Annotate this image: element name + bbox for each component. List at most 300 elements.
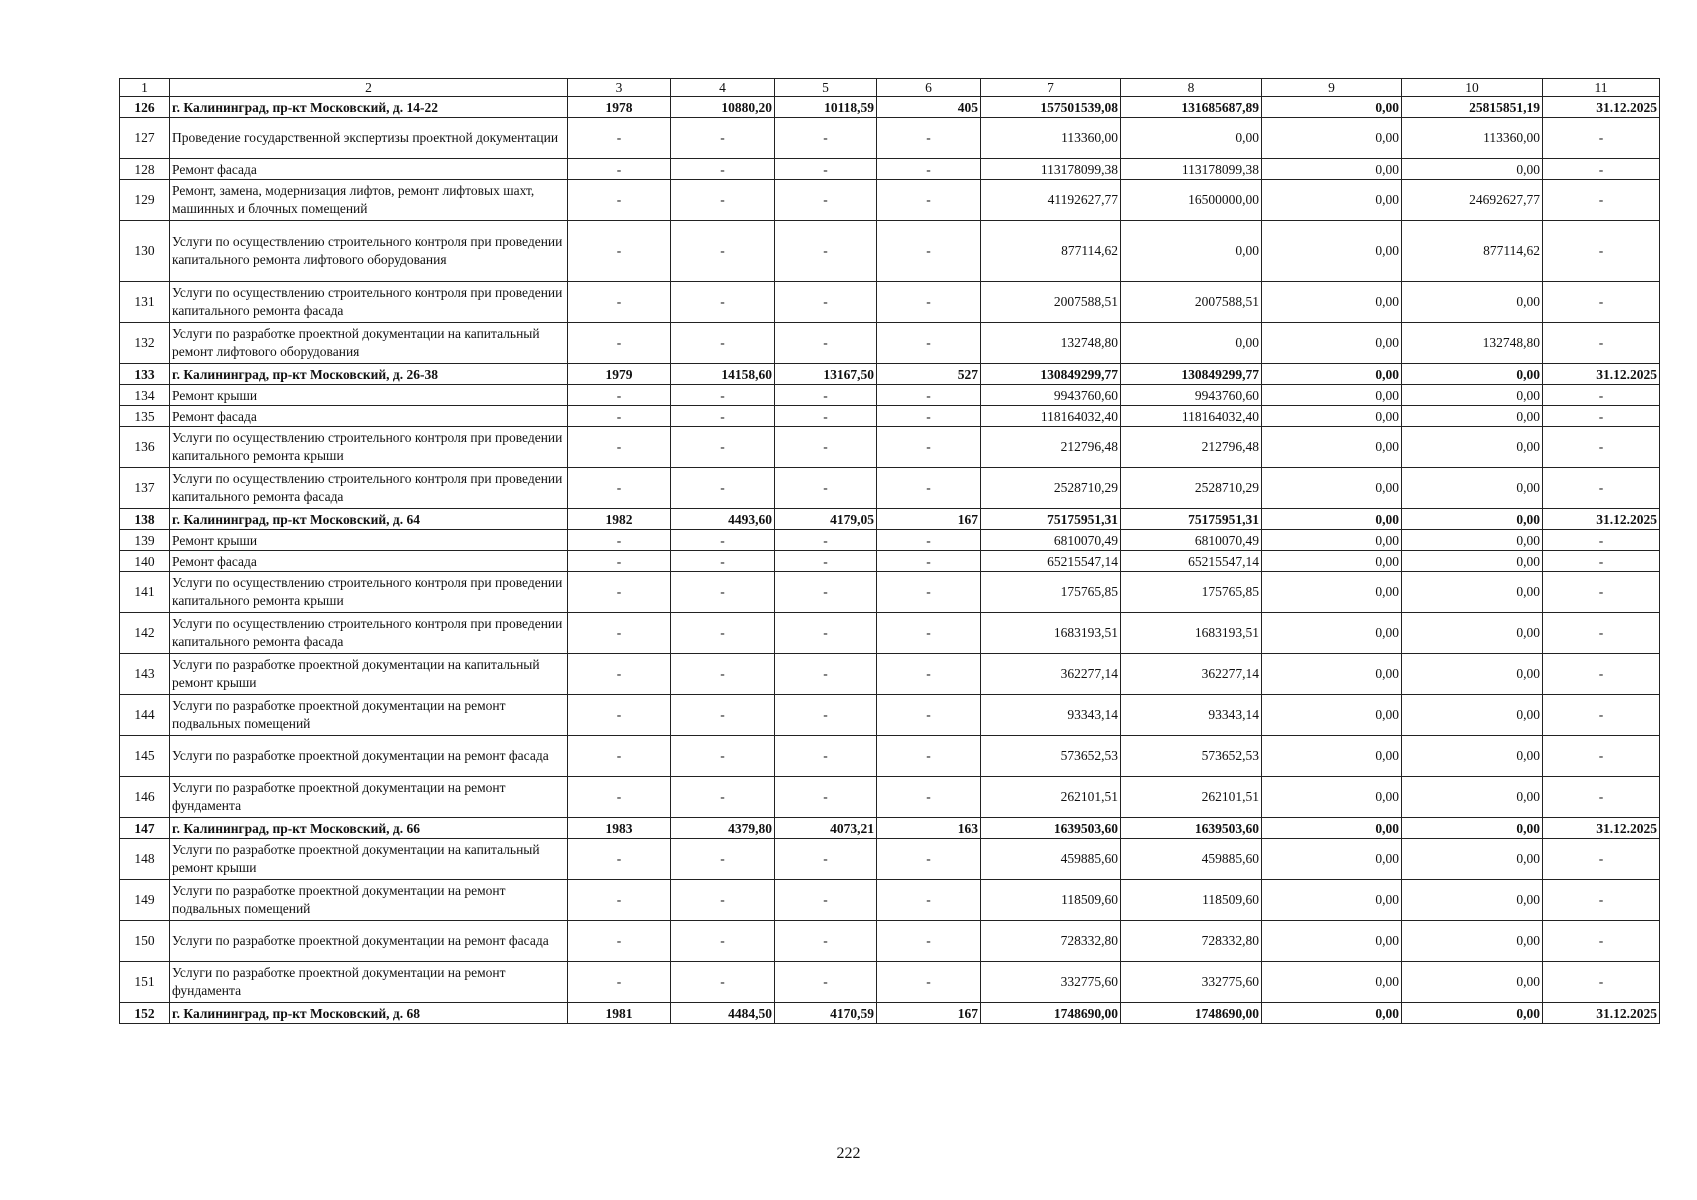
value-cell: 0,00	[1402, 921, 1543, 962]
column-number-cell: 5	[775, 79, 877, 97]
description-cell: Услуги по разработке проектной документации на ремонт подвальных помещений	[170, 880, 568, 921]
value-cell: 0,00	[1402, 818, 1543, 839]
value-cell: 0,00	[1262, 118, 1402, 159]
value-cell: 0,00	[1262, 468, 1402, 509]
description-cell: Ремонт фасада	[170, 406, 568, 427]
value-cell: 0,00	[1262, 406, 1402, 427]
row-number-cell: 150	[120, 921, 170, 962]
value-cell: -	[877, 839, 981, 880]
value-cell: 0,00	[1262, 221, 1402, 282]
row-number-cell: 145	[120, 736, 170, 777]
value-cell: 0,00	[1402, 736, 1543, 777]
value-cell: -	[1543, 530, 1660, 551]
value-cell: -	[671, 282, 775, 323]
value-cell: 75175951,31	[1121, 509, 1262, 530]
value-cell: -	[877, 427, 981, 468]
address-row	[120, 818, 1660, 839]
value-cell: -	[1543, 323, 1660, 364]
value-cell: -	[775, 406, 877, 427]
value-cell: 0,00	[1262, 572, 1402, 613]
value-cell: -	[671, 921, 775, 962]
row-number-cell: 139	[120, 530, 170, 551]
value-cell: -	[775, 118, 877, 159]
value-cell: -	[568, 323, 671, 364]
value-cell: -	[671, 323, 775, 364]
value-cell: 167	[877, 1003, 981, 1024]
value-cell: 2007588,51	[1121, 282, 1262, 323]
value-cell: -	[877, 736, 981, 777]
value-cell: 1639503,60	[1121, 818, 1262, 839]
value-cell: -	[877, 613, 981, 654]
value-cell: 113360,00	[1402, 118, 1543, 159]
value-cell: -	[775, 695, 877, 736]
value-cell: -	[1543, 551, 1660, 572]
description-cell: Услуги по разработке проектной документации на ремонт фундамента	[170, 962, 568, 1003]
value-cell: -	[671, 880, 775, 921]
value-cell: 93343,14	[1121, 695, 1262, 736]
value-cell: 31.12.2025	[1543, 818, 1660, 839]
value-cell: -	[568, 530, 671, 551]
row-number-cell: 147	[120, 818, 170, 839]
value-cell: 167	[877, 509, 981, 530]
value-cell: 31.12.2025	[1543, 1003, 1660, 1024]
value-cell: 0,00	[1262, 180, 1402, 221]
value-cell: 0,00	[1402, 159, 1543, 180]
value-cell: 1978	[568, 97, 671, 118]
value-cell: 1983	[568, 818, 671, 839]
work-item-row	[120, 613, 1660, 654]
value-cell: -	[568, 572, 671, 613]
value-cell: 0,00	[1262, 880, 1402, 921]
row-number-cell: 148	[120, 839, 170, 880]
value-cell: 0,00	[1402, 282, 1543, 323]
description-cell: г. Калининград, пр-кт Московский, д. 66	[170, 818, 568, 839]
work-item-row	[120, 282, 1660, 323]
work-item-row	[120, 880, 1660, 921]
value-cell: 1748690,00	[981, 1003, 1121, 1024]
value-cell: -	[775, 159, 877, 180]
value-cell: 2528710,29	[981, 468, 1121, 509]
row-number-cell: 133	[120, 364, 170, 385]
value-cell: 4484,50	[671, 1003, 775, 1024]
row-number-cell: 152	[120, 1003, 170, 1024]
value-cell: -	[671, 118, 775, 159]
work-item-row	[120, 572, 1660, 613]
value-cell: -	[568, 385, 671, 406]
value-cell: 113178099,38	[1121, 159, 1262, 180]
value-cell: -	[568, 736, 671, 777]
value-cell: -	[775, 530, 877, 551]
table-body	[120, 79, 1660, 1024]
value-cell: 0,00	[1262, 427, 1402, 468]
value-cell: -	[1543, 736, 1660, 777]
work-item-row	[120, 736, 1660, 777]
address-row	[120, 97, 1660, 118]
value-cell: 0,00	[1262, 1003, 1402, 1024]
value-cell: 877114,62	[1402, 221, 1543, 282]
value-cell: -	[568, 695, 671, 736]
description-cell: Услуги по разработке проектной документации на ремонт фасада	[170, 921, 568, 962]
value-cell: -	[568, 427, 671, 468]
row-number-cell: 137	[120, 468, 170, 509]
work-item-row	[120, 427, 1660, 468]
value-cell: -	[1543, 962, 1660, 1003]
value-cell: 0,00	[1262, 613, 1402, 654]
value-cell: 175765,85	[981, 572, 1121, 613]
value-cell: -	[671, 962, 775, 1003]
value-cell: 212796,48	[981, 427, 1121, 468]
value-cell: 93343,14	[981, 695, 1121, 736]
value-cell: -	[877, 282, 981, 323]
value-cell: 1748690,00	[1121, 1003, 1262, 1024]
row-number-cell: 131	[120, 282, 170, 323]
value-cell: 31.12.2025	[1543, 509, 1660, 530]
value-cell: 157501539,08	[981, 97, 1121, 118]
value-cell: -	[1543, 118, 1660, 159]
value-cell: 0,00	[1262, 159, 1402, 180]
value-cell: -	[775, 613, 877, 654]
value-cell: -	[775, 323, 877, 364]
value-cell: 131685687,89	[1121, 97, 1262, 118]
work-item-row	[120, 118, 1660, 159]
row-number-cell: 138	[120, 509, 170, 530]
value-cell: 31.12.2025	[1543, 97, 1660, 118]
value-cell: 118164032,40	[981, 406, 1121, 427]
document-sheet	[119, 78, 1660, 1024]
value-cell: 212796,48	[1121, 427, 1262, 468]
value-cell: 1979	[568, 364, 671, 385]
value-cell: -	[775, 282, 877, 323]
work-item-row	[120, 530, 1660, 551]
value-cell: 113178099,38	[981, 159, 1121, 180]
value-cell: -	[671, 654, 775, 695]
description-cell: Ремонт фасада	[170, 551, 568, 572]
column-number-cell: 1	[120, 79, 170, 97]
value-cell: 9943760,60	[1121, 385, 1262, 406]
value-cell: 0,00	[1402, 654, 1543, 695]
page-number: 222	[836, 1145, 861, 1162]
value-cell: -	[568, 180, 671, 221]
value-cell: 4379,80	[671, 818, 775, 839]
work-item-row	[120, 551, 1660, 572]
value-cell: 527	[877, 364, 981, 385]
value-cell: 0,00	[1262, 777, 1402, 818]
value-cell: 65215547,14	[1121, 551, 1262, 572]
value-cell: -	[775, 736, 877, 777]
description-cell: Ремонт крыши	[170, 530, 568, 551]
value-cell: 262101,51	[981, 777, 1121, 818]
value-cell: 1683193,51	[981, 613, 1121, 654]
description-cell: Услуги по разработке проектной документации на капитальный ремонт крыши	[170, 654, 568, 695]
value-cell: 0,00	[1402, 613, 1543, 654]
row-number-cell: 140	[120, 551, 170, 572]
value-cell: 2528710,29	[1121, 468, 1262, 509]
value-cell: 0,00	[1262, 364, 1402, 385]
value-cell: 132748,80	[1402, 323, 1543, 364]
value-cell: -	[1543, 613, 1660, 654]
value-cell: -	[1543, 572, 1660, 613]
value-cell: -	[877, 530, 981, 551]
value-cell: -	[671, 427, 775, 468]
description-cell: Услуги по разработке проектной документации на ремонт подвальных помещений	[170, 695, 568, 736]
value-cell: 0,00	[1402, 777, 1543, 818]
value-cell: 1639503,60	[981, 818, 1121, 839]
value-cell: 118509,60	[1121, 880, 1262, 921]
value-cell: -	[775, 777, 877, 818]
value-cell: -	[568, 468, 671, 509]
value-cell: 13167,50	[775, 364, 877, 385]
value-cell: 0,00	[1402, 406, 1543, 427]
value-cell: -	[1543, 880, 1660, 921]
value-cell: -	[568, 221, 671, 282]
value-cell: -	[877, 323, 981, 364]
value-cell: 332775,60	[981, 962, 1121, 1003]
value-cell: 459885,60	[981, 839, 1121, 880]
value-cell: 25815851,19	[1402, 97, 1543, 118]
row-number-cell: 149	[120, 880, 170, 921]
value-cell: 130849299,77	[981, 364, 1121, 385]
value-cell: -	[877, 551, 981, 572]
row-number-cell: 134	[120, 385, 170, 406]
row-number-cell: 126	[120, 97, 170, 118]
value-cell: 0,00	[1402, 427, 1543, 468]
value-cell: 0,00	[1262, 654, 1402, 695]
value-cell: -	[775, 180, 877, 221]
work-item-row	[120, 962, 1660, 1003]
address-row	[120, 364, 1660, 385]
value-cell: -	[775, 551, 877, 572]
value-cell: -	[1543, 921, 1660, 962]
value-cell: 0,00	[1402, 572, 1543, 613]
description-cell: г. Калининград, пр-кт Московский, д. 26-38	[170, 364, 568, 385]
row-number-cell: 144	[120, 695, 170, 736]
value-cell: 0,00	[1262, 551, 1402, 572]
description-cell: Услуги по разработке проектной документации на капитальный ремонт лифтового оборудования	[170, 323, 568, 364]
value-cell: -	[1543, 695, 1660, 736]
value-cell: -	[877, 880, 981, 921]
value-cell: 2007588,51	[981, 282, 1121, 323]
value-cell: -	[877, 385, 981, 406]
value-cell: -	[671, 839, 775, 880]
value-cell: -	[775, 921, 877, 962]
value-cell: -	[568, 962, 671, 1003]
column-number-cell: 3	[568, 79, 671, 97]
column-number-cell: 6	[877, 79, 981, 97]
value-cell: -	[877, 180, 981, 221]
value-cell: -	[775, 221, 877, 282]
value-cell: -	[568, 880, 671, 921]
value-cell: 4493,60	[671, 509, 775, 530]
row-number-cell: 142	[120, 613, 170, 654]
description-cell: г. Калининград, пр-кт Московский, д. 14-22	[170, 97, 568, 118]
value-cell: -	[775, 468, 877, 509]
row-number-cell: 128	[120, 159, 170, 180]
description-cell: Проведение государственной экспертизы проектной документации	[170, 118, 568, 159]
description-cell: Услуги по разработке проектной документации на ремонт фундамента	[170, 777, 568, 818]
value-cell: 573652,53	[981, 736, 1121, 777]
value-cell: 405	[877, 97, 981, 118]
value-cell: -	[568, 613, 671, 654]
value-cell: 0,00	[1402, 530, 1543, 551]
value-cell: -	[671, 221, 775, 282]
value-cell: 24692627,77	[1402, 180, 1543, 221]
value-cell: 573652,53	[1121, 736, 1262, 777]
work-item-row	[120, 921, 1660, 962]
value-cell: 728332,80	[1121, 921, 1262, 962]
value-cell: 0,00	[1402, 839, 1543, 880]
value-cell: 0,00	[1262, 385, 1402, 406]
value-cell: 14158,60	[671, 364, 775, 385]
value-cell: 0,00	[1262, 509, 1402, 530]
value-cell: -	[877, 406, 981, 427]
value-cell: -	[568, 654, 671, 695]
value-cell: 0,00	[1121, 323, 1262, 364]
value-cell: -	[1543, 159, 1660, 180]
column-number-header-row	[120, 79, 1660, 97]
description-cell: Услуги по разработке проектной документации на ремонт фасада	[170, 736, 568, 777]
value-cell: 1981	[568, 1003, 671, 1024]
value-cell: -	[1543, 427, 1660, 468]
value-cell: 75175951,31	[981, 509, 1121, 530]
value-cell: 332775,60	[1121, 962, 1262, 1003]
value-cell: -	[671, 736, 775, 777]
value-cell: -	[877, 921, 981, 962]
value-cell: 877114,62	[981, 221, 1121, 282]
description-cell: Услуги по осуществлению строительного контроля при проведении капитального ремонта фасада	[170, 613, 568, 654]
value-cell: 0,00	[1262, 818, 1402, 839]
value-cell: 118164032,40	[1121, 406, 1262, 427]
value-cell: 6810070,49	[981, 530, 1121, 551]
value-cell: 16500000,00	[1121, 180, 1262, 221]
description-cell: Ремонт крыши	[170, 385, 568, 406]
value-cell: 4170,59	[775, 1003, 877, 1024]
value-cell: 130849299,77	[1121, 364, 1262, 385]
value-cell: -	[877, 777, 981, 818]
work-item-row	[120, 385, 1660, 406]
value-cell: 0,00	[1121, 118, 1262, 159]
row-number-cell: 136	[120, 427, 170, 468]
work-item-row	[120, 695, 1660, 736]
value-cell: 0,00	[1121, 221, 1262, 282]
value-cell: 0,00	[1402, 509, 1543, 530]
value-cell: -	[1543, 468, 1660, 509]
value-cell: -	[877, 118, 981, 159]
value-cell: 0,00	[1262, 962, 1402, 1003]
work-item-row	[120, 654, 1660, 695]
address-row	[120, 509, 1660, 530]
value-cell: -	[671, 695, 775, 736]
value-cell: -	[877, 468, 981, 509]
value-cell: 0,00	[1402, 1003, 1543, 1024]
value-cell: 0,00	[1262, 323, 1402, 364]
value-cell: -	[1543, 385, 1660, 406]
row-number-cell: 135	[120, 406, 170, 427]
value-cell: 1683193,51	[1121, 613, 1262, 654]
value-cell: 41192627,77	[981, 180, 1121, 221]
row-number-cell: 132	[120, 323, 170, 364]
value-cell: -	[568, 118, 671, 159]
value-cell: -	[1543, 654, 1660, 695]
value-cell: 132748,80	[981, 323, 1121, 364]
work-item-row	[120, 468, 1660, 509]
value-cell: -	[671, 777, 775, 818]
column-number-cell: 9	[1262, 79, 1402, 97]
description-cell: Услуги по осуществлению строительного контроля при проведении капитального ремонта крыши	[170, 427, 568, 468]
value-cell: 0,00	[1402, 551, 1543, 572]
value-cell: -	[671, 613, 775, 654]
value-cell: 113360,00	[981, 118, 1121, 159]
column-number-cell: 10	[1402, 79, 1543, 97]
value-cell: -	[671, 551, 775, 572]
description-cell: Услуги по осуществлению строительного контроля при проведении капитального ремонта крыши	[170, 572, 568, 613]
description-cell: Ремонт, замена, модернизация лифтов, ремонт лифтовых шахт, машинных и блочных помещений	[170, 180, 568, 221]
value-cell: 10880,20	[671, 97, 775, 118]
row-number-cell: 127	[120, 118, 170, 159]
row-number-cell: 129	[120, 180, 170, 221]
description-cell: Услуги по осуществлению строительного контроля при проведении капитального ремонта фасада	[170, 282, 568, 323]
work-item-row	[120, 323, 1660, 364]
value-cell: 175765,85	[1121, 572, 1262, 613]
description-cell: Услуги по осуществлению строительного контроля при проведении капитального ремонта фасада	[170, 468, 568, 509]
value-cell: -	[671, 530, 775, 551]
value-cell: 1982	[568, 509, 671, 530]
value-cell: 362277,14	[981, 654, 1121, 695]
value-cell: -	[877, 159, 981, 180]
value-cell: 4179,05	[775, 509, 877, 530]
description-cell: Ремонт фасада	[170, 159, 568, 180]
value-cell: -	[568, 839, 671, 880]
value-cell: 0,00	[1402, 880, 1543, 921]
row-number-cell: 151	[120, 962, 170, 1003]
column-number-cell: 11	[1543, 79, 1660, 97]
value-cell: -	[1543, 406, 1660, 427]
column-number-cell: 7	[981, 79, 1121, 97]
value-cell: -	[877, 221, 981, 282]
description-cell: г. Калининград, пр-кт Московский, д. 68	[170, 1003, 568, 1024]
value-cell: 0,00	[1402, 385, 1543, 406]
value-cell: -	[568, 406, 671, 427]
work-item-row	[120, 777, 1660, 818]
value-cell: -	[877, 695, 981, 736]
value-cell: 728332,80	[981, 921, 1121, 962]
value-cell: -	[671, 159, 775, 180]
value-cell: 0,00	[1262, 921, 1402, 962]
value-cell: 0,00	[1402, 962, 1543, 1003]
value-cell: 31.12.2025	[1543, 364, 1660, 385]
value-cell: -	[775, 385, 877, 406]
value-cell: -	[877, 962, 981, 1003]
value-cell: -	[775, 427, 877, 468]
value-cell: 0,00	[1262, 839, 1402, 880]
row-number-cell: 146	[120, 777, 170, 818]
value-cell: -	[775, 572, 877, 613]
value-cell: -	[877, 654, 981, 695]
value-cell: -	[568, 777, 671, 818]
value-cell: 0,00	[1262, 530, 1402, 551]
value-cell: 0,00	[1262, 97, 1402, 118]
row-number-cell: 143	[120, 654, 170, 695]
value-cell: -	[1543, 180, 1660, 221]
value-cell: -	[671, 572, 775, 613]
value-cell: 6810070,49	[1121, 530, 1262, 551]
description-cell: Услуги по осуществлению строительного контроля при проведении капитального ремонта лифтового оборудования	[170, 221, 568, 282]
work-item-row	[120, 180, 1660, 221]
column-number-cell: 4	[671, 79, 775, 97]
value-cell: -	[1543, 839, 1660, 880]
value-cell: -	[1543, 221, 1660, 282]
value-cell: 65215547,14	[981, 551, 1121, 572]
address-row	[120, 1003, 1660, 1024]
